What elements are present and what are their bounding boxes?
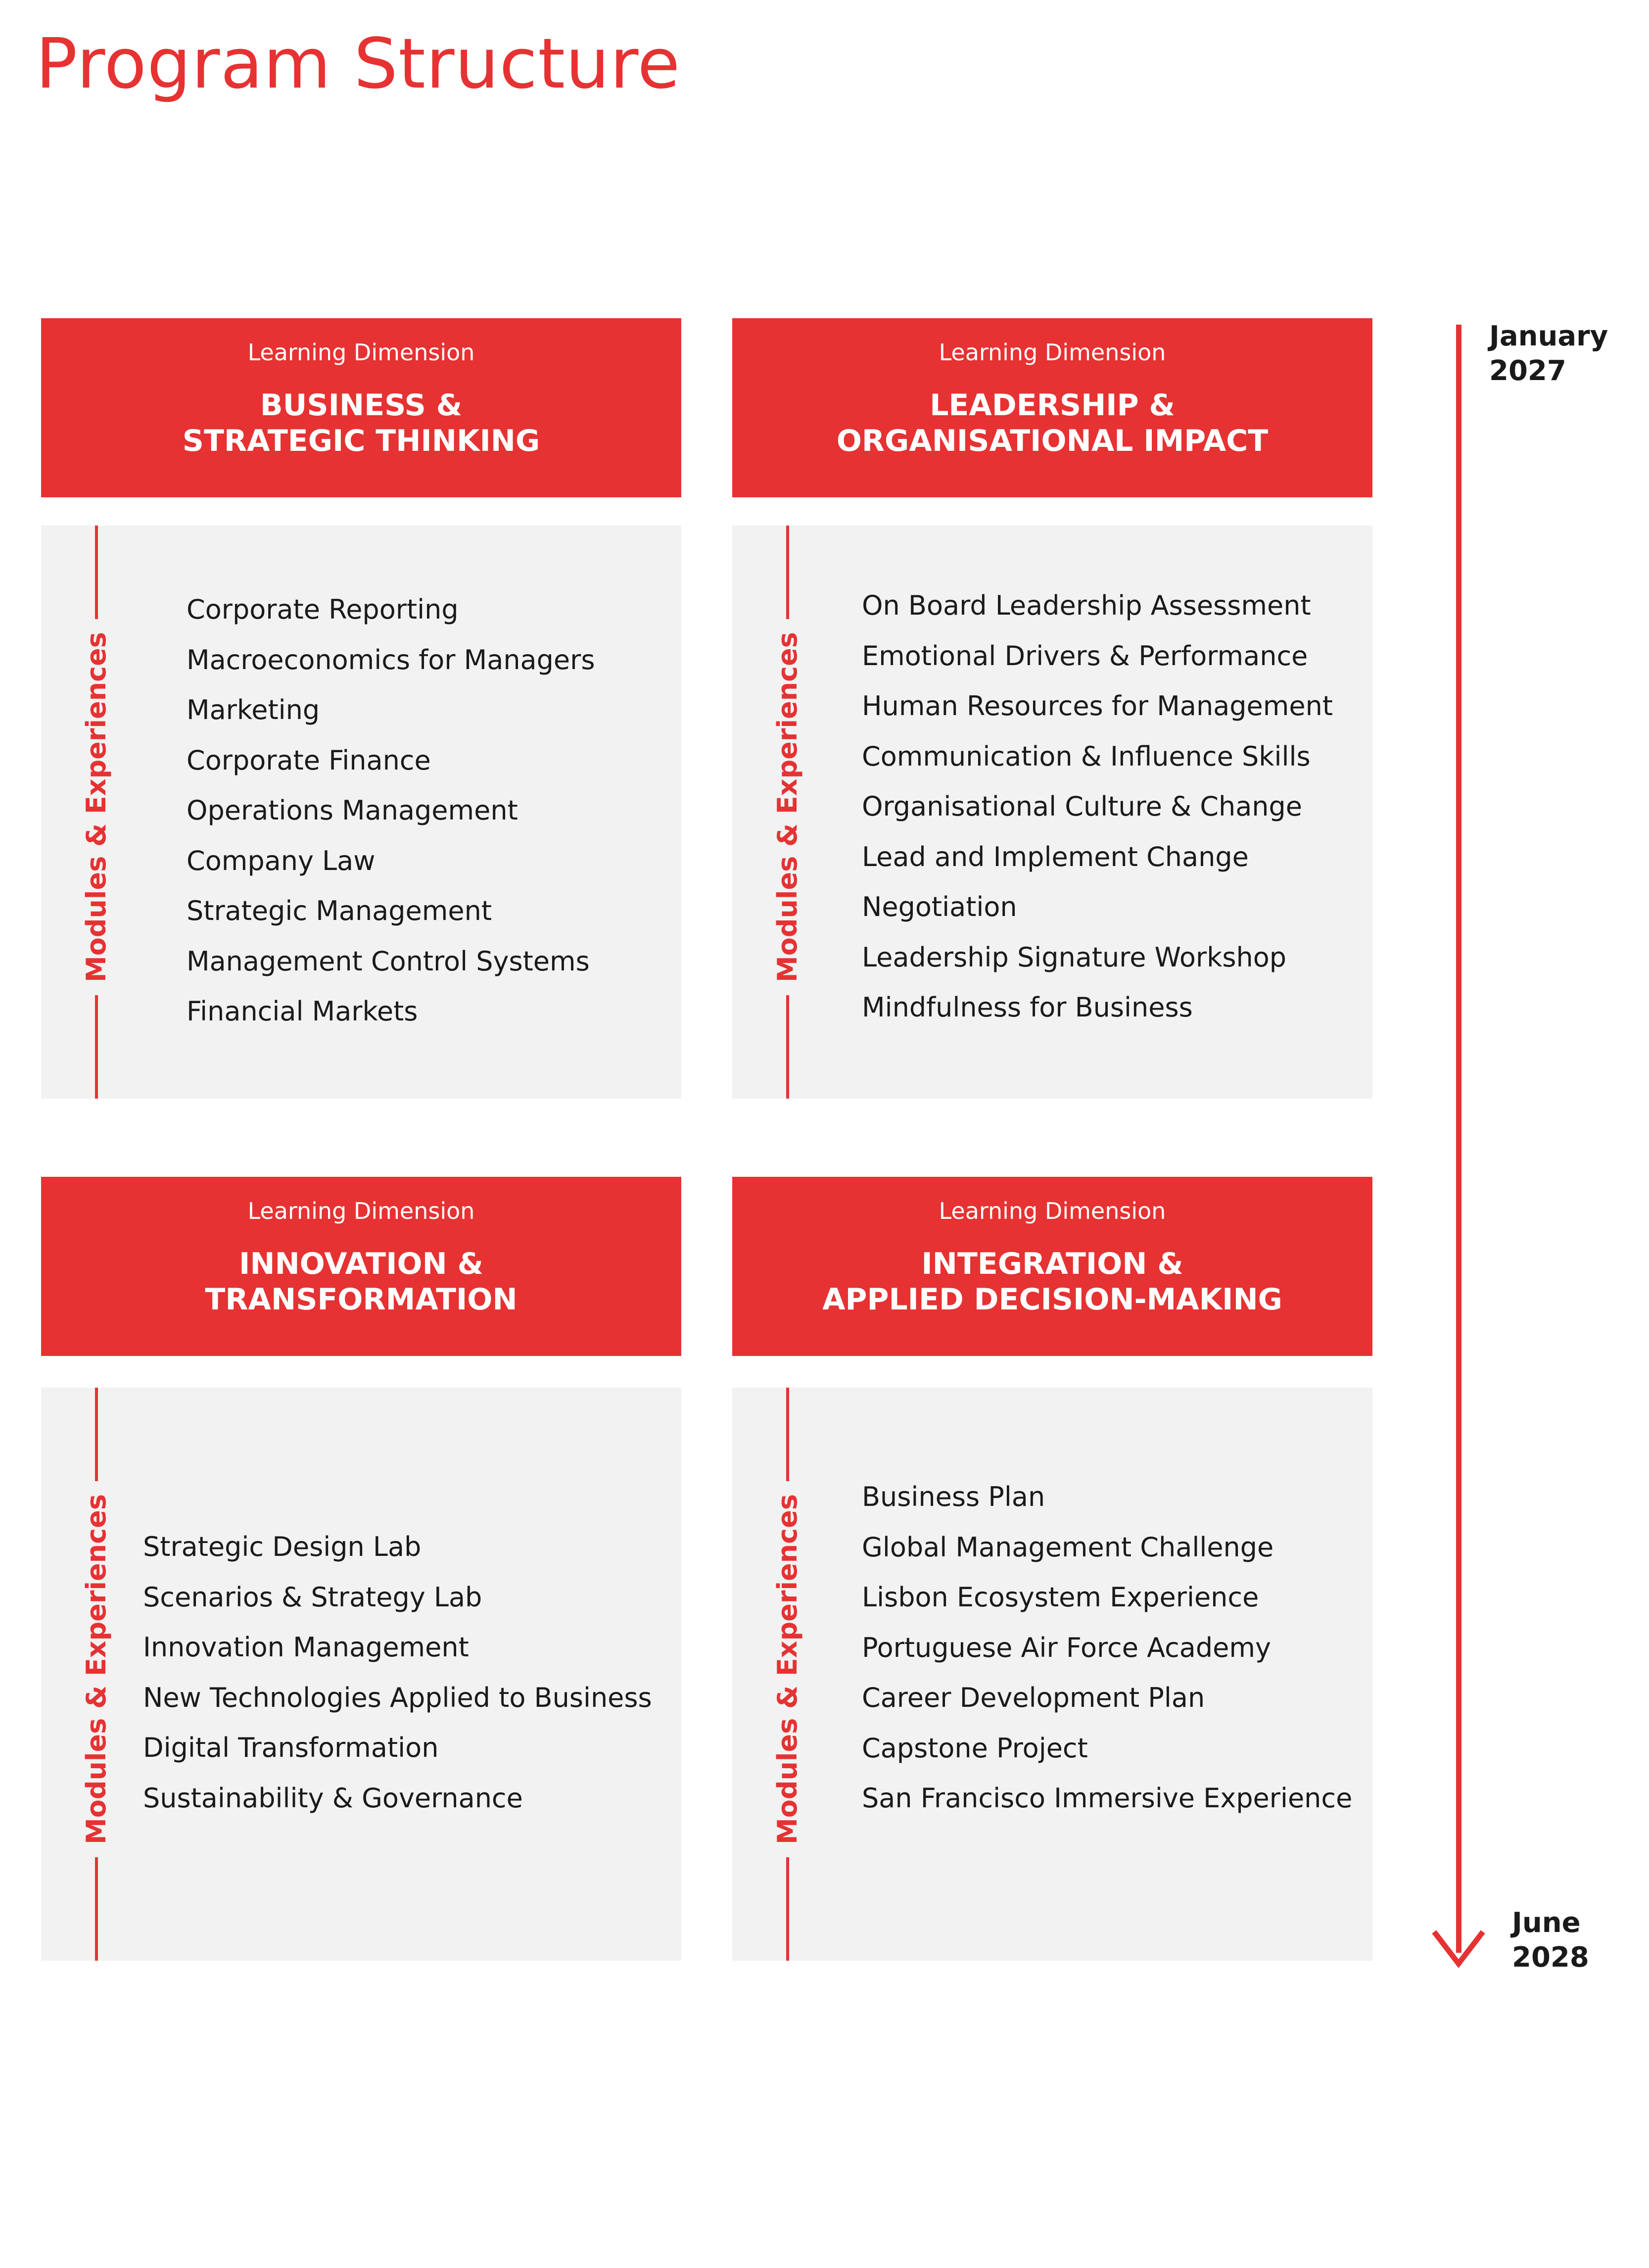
- module-list: [862, 580, 1333, 1033]
- page-title: Program Structure: [36, 24, 681, 104]
- list-item: Management Control Systems: [187, 945, 590, 977]
- dimension-panel-innovation: [41, 1388, 681, 1961]
- dimension-title: [732, 1246, 1372, 1317]
- timeline-start-date: [1489, 319, 1608, 388]
- timeline-start-year: 2027: [1489, 355, 1566, 387]
- side-label: [79, 1491, 114, 1857]
- list-item: Career Development Plan: [862, 1682, 1205, 1713]
- dimension-panel-integration: [732, 1388, 1372, 1961]
- dimension-header-integration: [732, 1177, 1372, 1356]
- dimension-subtitle: Learning Dimension: [247, 339, 475, 366]
- dimension-panel-business: [41, 526, 681, 1099]
- timeline-end-date: [1512, 1906, 1589, 1975]
- list-item: Communication & Influence Skills: [862, 740, 1311, 772]
- list-item: Global Management Challenge: [862, 1531, 1274, 1563]
- list-item: Digital Transformation: [143, 1732, 439, 1763]
- dimension-title-line1: INNOVATION &: [239, 1247, 483, 1281]
- list-item: Innovation Management: [143, 1632, 469, 1663]
- list-item: Strategic Management: [187, 895, 492, 926]
- timeline-end-year: 2028: [1512, 1941, 1589, 1974]
- side-label-text: Modules & Experiences: [81, 1481, 112, 1857]
- dimension-panel-leadership: [732, 526, 1372, 1099]
- list-item: Sustainability & Governance: [143, 1782, 523, 1814]
- timeline-arrow-icon: [1430, 1920, 1489, 1975]
- list-item: Company Law: [187, 845, 376, 876]
- list-item: San Francisco Immersive Experience: [862, 1783, 1353, 1814]
- side-label: [770, 629, 805, 995]
- dimension-title: [41, 387, 681, 459]
- dimension-title: [732, 387, 1372, 459]
- dimension-header-innovation: [41, 1177, 681, 1356]
- dimension-header-business: [41, 318, 681, 497]
- timeline-end-month: June: [1512, 1907, 1581, 1939]
- dimension-title-line2: ORGANISATIONAL IMPACT: [836, 424, 1269, 458]
- list-item: Scenarios & Strategy Lab: [143, 1581, 482, 1613]
- dimension-title-line1: BUSINESS &: [260, 388, 463, 423]
- list-item: Human Resources for Management: [862, 690, 1333, 722]
- dimension-subtitle: Learning Dimension: [939, 1198, 1166, 1224]
- dimension-title-line1: LEADERSHIP &: [930, 388, 1175, 423]
- dimension-subtitle: Learning Dimension: [247, 1198, 475, 1224]
- side-label: [770, 1491, 805, 1857]
- dimension-subtitle: Learning Dimension: [939, 339, 1166, 366]
- list-item: Financial Markets: [187, 996, 418, 1027]
- dimension-header-leadership: [732, 318, 1372, 497]
- list-item: New Technologies Applied to Business: [143, 1682, 652, 1713]
- side-label: [79, 629, 114, 995]
- list-item: Business Plan: [862, 1481, 1045, 1512]
- list-item: Lead and Implement Change: [862, 841, 1249, 872]
- list-item: Negotiation: [862, 891, 1017, 922]
- list-item: Operations Management: [187, 795, 518, 826]
- list-item: Corporate Reporting: [187, 594, 459, 625]
- list-item: Emotional Drivers & Performance: [862, 640, 1308, 672]
- module-list: [187, 584, 595, 1037]
- list-item: Lisbon Ecosystem Experience: [862, 1582, 1259, 1613]
- list-item: Capstone Project: [862, 1732, 1088, 1764]
- dimension-title-line2: APPLIED DECISION-MAKING: [822, 1282, 1282, 1317]
- list-item: Portuguese Air Force Academy: [862, 1632, 1271, 1663]
- list-item: Organisational Culture & Change: [862, 791, 1303, 822]
- list-item: Mindfulness for Business: [862, 992, 1193, 1023]
- side-label-text: Modules & Experiences: [81, 619, 112, 995]
- list-item: Macroeconomics for Managers: [187, 644, 595, 676]
- list-item: Leadership Signature Workshop: [862, 941, 1287, 973]
- dimension-title-line2: TRANSFORMATION: [205, 1282, 518, 1317]
- dimension-title: [41, 1246, 681, 1317]
- dimension-title-line2: STRATEGIC THINKING: [182, 424, 540, 458]
- side-label-text: Modules & Experiences: [772, 1481, 803, 1857]
- list-item: Strategic Design Lab: [143, 1531, 422, 1562]
- list-item: On Board Leadership Assessment: [862, 590, 1311, 621]
- list-item: Marketing: [187, 694, 320, 725]
- side-label-text: Modules & Experiences: [772, 619, 803, 995]
- timeline-start-month: January: [1489, 320, 1608, 352]
- dimension-title-line1: INTEGRATION &: [921, 1247, 1183, 1281]
- module-list: [862, 1472, 1352, 1824]
- timeline-line: [1456, 325, 1461, 1953]
- module-list: [143, 1522, 652, 1823]
- list-item: Corporate Finance: [187, 744, 431, 776]
